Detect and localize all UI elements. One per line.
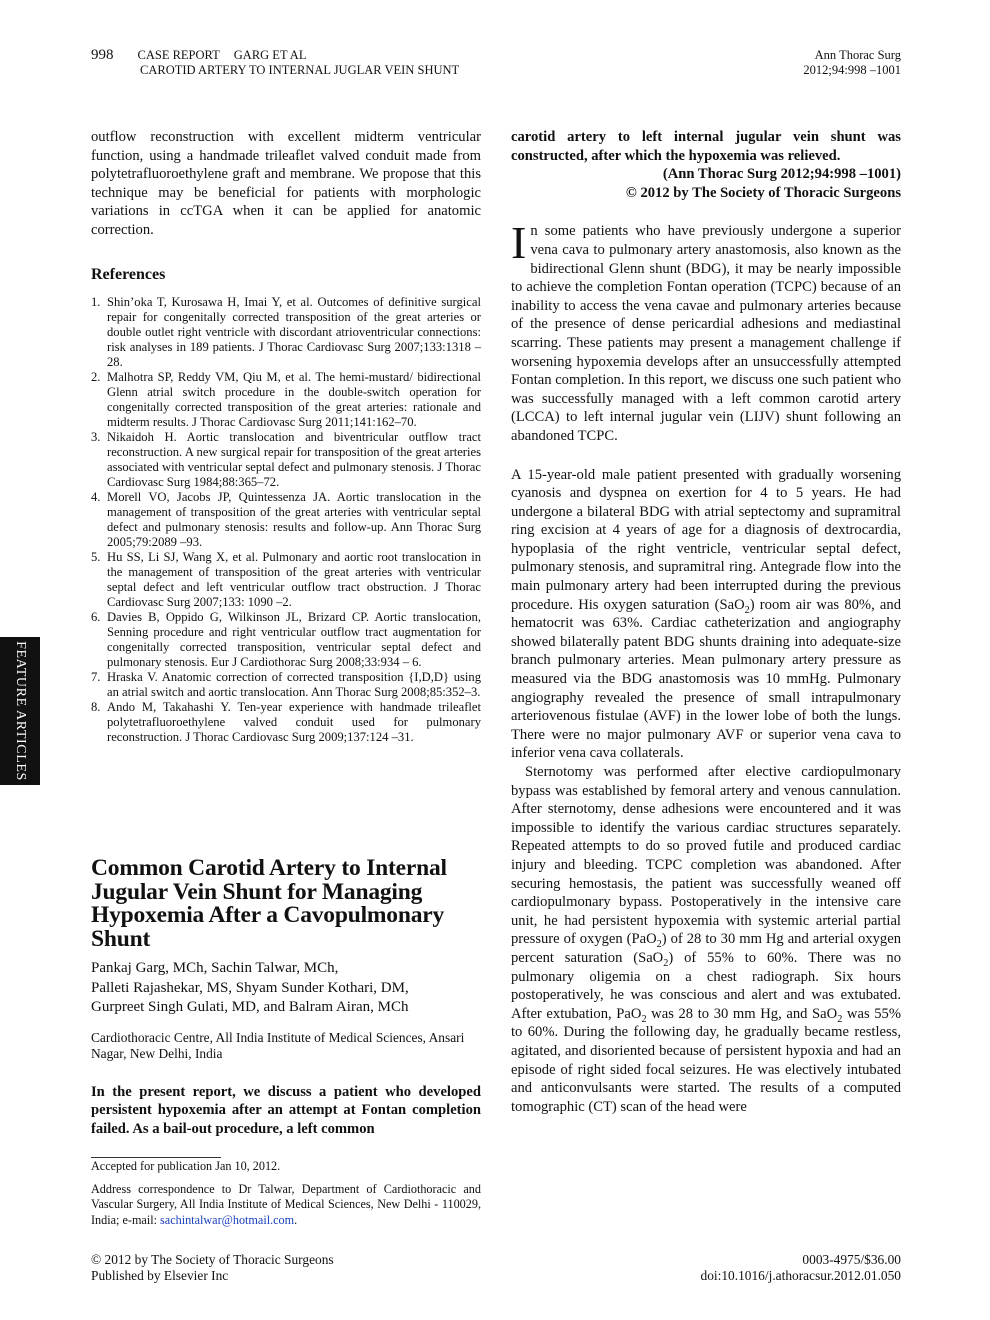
intro-paragraph: outflow reconstruction with excellent midterm ventricular function, using a handmade trileaflet valved conduit made from polytetrafluoroethylene graft and membrane. We propose that this technique may be beneficial for patients with morphologic variations in ccTGA when it can be applied for anatomic correction.: [91, 129, 481, 238]
reference-item: 7. Hraska V. Anatomic correction of corrected transposition {I,D,D} using an atrial switch and aortic translocation. Ann Thorac Surg 2008;85:352–3.: [91, 669, 481, 699]
abstract-citation: (Ann Thorac Surg 2012;94:998 –1001): [662, 166, 901, 183]
footer-copyright: © 2012 by The Society of Thoracic Surgeons: [91, 1252, 334, 1267]
article-heading-block: [91, 857, 481, 1138]
article-authors: Pankaj Garg, MCh, Sachin Talwar, MCh, Palleti Rajashekar, MS, Shyam Sunder Kothari, DM, Gurpreet Singh Gulati, MD, and Balram Airan, MCh: [91, 960, 409, 1015]
abstract-copyright: © 2012 by The Society of Thoracic Surgeons: [625, 184, 901, 201]
article-affiliation: Cardiothoracic Centre, All India Institute of Medical Sciences, Ansari Nagar, New Delhi, India: [91, 1029, 465, 1061]
footer-doi: doi:10.1016/j.athoracsur.2012.01.050: [700, 1268, 901, 1283]
reference-list: [91, 295, 481, 745]
reference-item: 3. Nikaidoh H. Aortic translocation and biventricular outflow tract reconstruction. A new surgical repair for transposition of the great arteries associated with ventricular septal defect and pulmonary stenosis. J Thorac Cardiovasc Surg 1984;88:365–72.: [91, 429, 481, 489]
left-column: [91, 128, 481, 240]
case-paragraph-2: Sternotomy was performed after elective cardiopulmonary bypass was established by femoral artery and venous cannulation. After sternotomy, dense adhesions were encountered and it was impossible to identify the various cardiac structures separately. Repeated attempts to do so proved futile and produced cardiac injury and bleeding. TCPC completion was abandoned. After securing hemostasis, the patient was successfully weaned off cardiopulmonary bypass. Postoperatively in the intensive care unit, he had persistent hypoxemia with systemic arterial partial pressure of oxygen (PaO$_2$) of 28 to 30 mm Hg and arterial oxygen percent saturation (SaO$_2$) of 55% to 60%. There was no pulmonary oligemia on a chest radiograph. Six hours postoperatively, he was conscious and alert and was extubated. After extubation, PaO$_2$ was 28 to 30 mm Hg, and SaO$_2$ was 55% to 60%. During the following day, he gradually became restless, agitated, and disoriented because of persistent hypoxia and had an episode of right sided focal seizures. He was electively intubated and anticonvulsants were started. The results of a computed tomographic (CT) scan of the head were: [511, 764, 902, 1115]
drop-cap: I: [511, 217, 527, 269]
footnote: [91, 1159, 481, 1228]
right-column: [511, 128, 901, 1116]
journal-citation: 2012;94:998 –1001: [803, 63, 901, 77]
running-header-left: [91, 48, 459, 78]
page-number: 998: [91, 47, 114, 63]
running-header-right: [803, 48, 901, 78]
references-heading: References: [91, 266, 166, 283]
article-title: Common Carotid Artery to Internal Jugular Vein Shunt for Managing Hypoxemia After a Cavopulmonary Shunt: [91, 855, 447, 952]
case-paragraph-1: A 15-year-old male patient presented with gradually worsening cyanosis and dyspnea on exertion for 4 to 5 years. He had undergone a bilateral BDG with atrial septectomy and supramitral ring excision at 4 years of age for a diagnosis of dextrocardia, hypoplasia of the right ventricle, ventricular septal defect, pulmonary stenosis, and supramitral ring. Antegrade flow into the main pulmonary artery had been interrupted during the previous procedure. His oxygen saturation (SaO$_2$) room air was 80%, and hematocrit was 63%. Cardiac catheterization and angiography showed bilaterally patent BDG shunts draining into adequate-size branch pulmonary arteries. Mean pulmonary artery pressure as measured via the BDG anastomosis was 10 mmHg. Pulmonary angiography revealed the presence of small intrapulmonary arteriovenous fistulae (AVF) in the lower lobe of both the lungs. There were no major pulmonary AVF or superior vena cava to inferior vena cava collaterals.: [511, 466, 901, 762]
side-tab-label: FEATURE ARTICLES: [13, 641, 29, 781]
introduction-paragraph: In some patients who have previously undergone a superior vena cava to pulmonary artery anastomosis, also known as the bidirectional Glenn shunt (BDG), it may be nearly impossible to achieve the completion Fontan operation (TCPC) because of an inability to access the vena cavae and pulmonary arteries because of the presence of dense pericardial adhesions and mediastinal scarring. These patients may present a management challenge if worsening hypoxemia develops after an unsuccessfully attempted Fontan completion. In this report, we discuss one such patient who was successfully managed with a left common carotid artery (LCCA) to left internal jugular vein (LIJV) shunt following an abandoned TCPC.: [511, 217, 901, 444]
feature-articles-tab: [0, 637, 40, 785]
footnote-divider: [91, 1157, 221, 1158]
correspondence-address: Address correspondence to Dr Talwar, Department of Cardiothoracic and Vascular Surgery, All India Institute of Medical Sciences, New Delhi - 110029, India; e-mail: sachintalwar@hotmail.com.: [91, 1182, 481, 1227]
running-title: CAROTID ARTERY TO INTERNAL JUGLAR VEIN SHUNT: [140, 63, 460, 77]
footer-left: [91, 1252, 334, 1284]
journal-name: Ann Thorac Surg: [814, 48, 901, 62]
abstract-left: In the present report, we discuss a patient who developed persistent hypoxemia after an attempt at Fontan completion failed. As a bail-out procedure, a left common: [91, 1083, 481, 1137]
email-link[interactable]: sachintalwar@hotmail.com: [160, 1212, 295, 1227]
reference-item: 2. Malhotra SP, Reddy VM, Qiu M, et al. The hemi-mustard/ bidirectional Glenn atrial switch procedure in the double-switch operation for congenitally corrected transposition of the great arteries: rationale and midterm results. J Thorac Cardiovasc Surg 2011;141:162–70.: [91, 369, 481, 429]
footer-publisher: Published by Elsevier Inc: [91, 1268, 229, 1283]
reference-item: 1. Shin’oka T, Kurosawa H, Imai Y, et al. Outcomes of definitive surgical repair for congenitally corrected transposition of the great arteries or double outlet right ventricle with discordant atrioventricular connections: risk analyses in 189 patients. J Thorac Cardiovasc Surg 2007;133:1318 –28.: [91, 294, 481, 369]
reference-item: 6. Davies B, Oppido G, Wilkinson JL, Brizard CP. Aortic translocation, Senning procedure and right ventricular outflow tract augmentation for congenitally corrected transposition, ventricular septal defect and pulmonary stenosis. Eur J Cardiothorac Surg 2008;33:934 – 6.: [91, 609, 481, 669]
footer-right: [701, 1252, 901, 1284]
footer-issn: 0003-4975/$36.00: [802, 1252, 901, 1267]
authors-short: GARG ET AL: [233, 48, 307, 62]
reference-item: 5. Hu SS, Li SJ, Wang X, et al. Pulmonary and aortic root translocation in the management of transposition of the great arteries with ventricular septal defect and left ventricular outflow tract obstruction. J Thorac Cardiovasc Surg 2007;133: 1090 –2.: [91, 549, 481, 609]
reference-item: 8. Ando M, Takahashi Y. Ten-year experience with handmade trileaflet polytetrafluoroethylene valved conduit used for pulmonary reconstruction. J Thorac Cardiovasc Surg 2009;137:124 –31.: [91, 699, 481, 744]
section-label: CASE REPORT: [137, 48, 220, 62]
references-section: [91, 266, 481, 745]
accepted-date: Accepted for publication Jan 10, 2012.: [91, 1159, 281, 1173]
abstract-right: carotid artery to left internal jugular vein shunt was constructed, after which the hypoxemia was relieved.: [511, 129, 901, 164]
reference-item: 4. Morell VO, Jacobs JP, Quintessenza JA. Aortic translocation in the management of transposition of the great arteries with ventricular septal defect and pulmonary stenosis: results and follow-up. Ann Thorac Surg 2005;79:2089 –93.: [91, 489, 481, 549]
